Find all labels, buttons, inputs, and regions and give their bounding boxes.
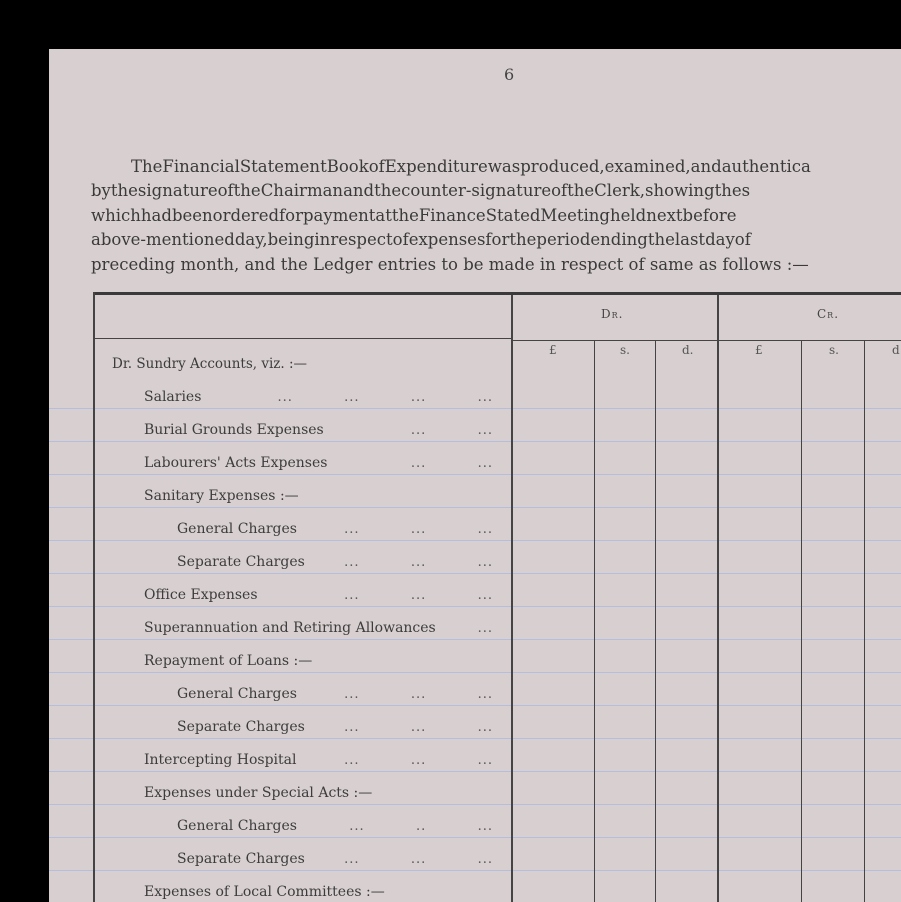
word: Clerk, [594, 181, 645, 201]
word: and [690, 157, 722, 176]
expense-item-label: Office Expenses [144, 587, 258, 603]
col-dr-pence: d. [682, 343, 694, 357]
leader-dots: ... ... ... [344, 687, 493, 702]
word: the [391, 205, 419, 225]
expense-item-label: General Charges [177, 818, 297, 834]
word: The [131, 157, 163, 176]
ledger-rule [49, 507, 901, 508]
word: of [217, 181, 234, 201]
word: of [368, 157, 385, 176]
table-heading: Dr. Sundry Accounts, viz. :— [112, 356, 308, 372]
expense-item-label: Separate Charges [177, 554, 305, 570]
word: the [714, 181, 742, 201]
word: Finance [418, 205, 486, 225]
word: the [233, 181, 261, 201]
word: the [374, 181, 402, 201]
word: next [646, 205, 683, 225]
cr-pounds-divider [801, 341, 802, 902]
word: above-mentioned [91, 230, 235, 250]
col-dr-pounds: £ [549, 343, 557, 357]
word: signature [137, 181, 218, 201]
word: at [375, 205, 392, 225]
leader-dots: ... ... ... [344, 753, 493, 768]
expense-item-label: Expenses under Special Acts :— [144, 785, 373, 801]
leader-dots: ... ... ... [344, 522, 493, 537]
word: in [314, 230, 331, 250]
word: ending [590, 230, 648, 250]
paragraph-line [91, 179, 901, 203]
expense-item-label: General Charges [177, 686, 297, 702]
ledger-rule [49, 639, 901, 640]
table-top-border [93, 292, 901, 295]
dr-pounds-divider [594, 341, 595, 902]
leader-dots: ... ... [410, 423, 493, 438]
word: last [674, 230, 706, 250]
expense-item-label: Separate Charges [177, 851, 305, 867]
table-left-border [93, 292, 95, 902]
word: Book [326, 157, 369, 176]
label-column-divider [511, 295, 513, 902]
leader-dots: ... ... ... ... [277, 390, 493, 405]
page-number: 6 [504, 65, 515, 84]
ledger-rule [49, 804, 901, 805]
word: s [741, 181, 751, 201]
expense-item-label: Intercepting Hospital [144, 752, 297, 768]
word: of [392, 230, 409, 250]
expense-item-label: Separate Charges [177, 719, 305, 735]
word: and [343, 181, 375, 201]
ledger-rule [49, 672, 901, 673]
ledger-rule [49, 441, 901, 442]
paragraph-line [91, 228, 901, 252]
expense-item-label: Burial Grounds Expenses [144, 422, 324, 438]
word: the [567, 181, 595, 201]
expense-item-label: Labourers' Acts Expenses [144, 455, 328, 471]
word: Chairman [260, 181, 344, 201]
col-cr-shillings: s. [829, 343, 839, 357]
ledger-rule [49, 540, 901, 541]
word: had [140, 205, 172, 225]
ledger-rule [49, 474, 901, 475]
col-cr-pounds: £ [755, 343, 763, 357]
leader-dots: ... ... ... [344, 852, 493, 867]
leader-dots: ... ... ... [344, 720, 493, 735]
word: Stated [485, 205, 541, 225]
dr-cr-divider [717, 295, 719, 902]
dr-shillings-divider [655, 341, 656, 902]
word: produced, [520, 157, 605, 176]
expense-item-label: Sanitary Expenses :— [144, 488, 299, 504]
word: for [279, 205, 303, 225]
word: before [682, 205, 737, 225]
document-page [49, 49, 901, 902]
word: being [267, 230, 315, 250]
paragraph-line: preceding month, and the Ledger entries to be made in respect of same as follows :— [91, 254, 809, 274]
paragraph-line [91, 204, 901, 228]
ledger-rule [49, 606, 901, 607]
ledger-rule [49, 705, 901, 706]
word: Meeting [540, 205, 610, 225]
word: which [91, 205, 141, 225]
word: counter-signature [401, 181, 552, 201]
leader-dots: ... ... ... [344, 588, 493, 603]
ledger-rule [49, 738, 901, 739]
cr-shillings-divider [864, 341, 865, 902]
word: by [91, 181, 111, 201]
ledger-rule [49, 837, 901, 838]
leader-dots: ... .. ... [349, 819, 493, 834]
leader-dots: ... ... [410, 456, 493, 471]
word: payment [302, 205, 376, 225]
expense-item-label: Superannuation and Retiring Allowances [144, 620, 436, 636]
header-underline-money [511, 340, 901, 341]
word: the [647, 230, 675, 250]
word: Financial [162, 157, 240, 176]
word: respect [330, 230, 393, 250]
cr-header: Cr. [817, 307, 840, 321]
word: of [734, 230, 751, 250]
leader-dots: ... ... ... [344, 555, 493, 570]
expense-item-label: Repayment of Loans :— [144, 653, 313, 669]
paragraph-line [91, 155, 901, 179]
header-underline [93, 338, 511, 339]
word: of [551, 181, 568, 201]
word: authentica [721, 157, 811, 176]
word: the [509, 230, 537, 250]
word: period [536, 230, 591, 250]
expense-item-label: General Charges [177, 521, 297, 537]
ledger-rule [49, 870, 901, 871]
word: examined, [604, 157, 691, 176]
word: ordered [212, 205, 280, 225]
expense-item-label: Expenses of Local Committees :— [144, 884, 385, 900]
dr-header: Dr. [601, 307, 624, 321]
word: Statement [239, 157, 327, 176]
word: day, [234, 230, 268, 250]
word: showing [644, 181, 715, 201]
word: expenses [408, 230, 486, 250]
ledger-rule [49, 408, 901, 409]
leader-dots: ... [477, 621, 493, 636]
expense-item-label: Salaries [144, 389, 202, 405]
word: for [485, 230, 510, 250]
word: Expenditure [384, 157, 488, 176]
word: day [705, 230, 735, 250]
word: held [609, 205, 647, 225]
word: been [171, 205, 213, 225]
word: was [487, 157, 521, 176]
word: the [110, 181, 138, 201]
ledger-rule [49, 771, 901, 772]
col-dr-shillings: s. [620, 343, 630, 357]
ledger-rule [49, 573, 901, 574]
statement-paragraph [91, 155, 901, 277]
col-cr-pence: d [892, 343, 900, 357]
